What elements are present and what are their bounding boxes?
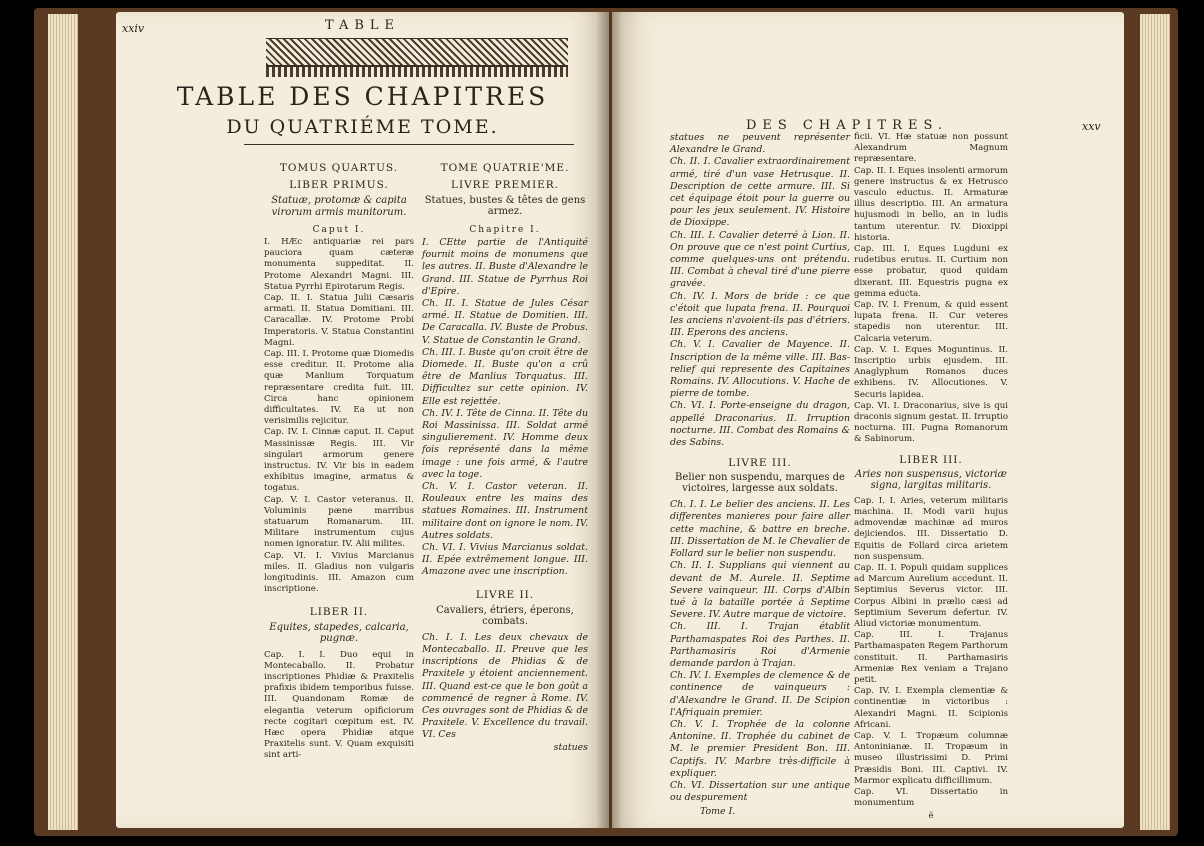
french-entry: Ch. II. I. Cavalier extraordinairement armé, tiré d'un vase Hetrusque. II. Description de cette armure. III. Si cet équipage étoit pour la guerre ou pour les jeux seulement. IV. Histoire de Dioxippe. — [670, 156, 850, 229]
french-entry: Ch. VI. I. Vivius Marcianus soldat. II. Epée extrêmement longue. III. Amazone avec une inscription. — [422, 542, 588, 578]
latin-caput-label: Caput I. — [312, 225, 366, 235]
french-livre-heading: LIVRE PREMIER. — [450, 179, 560, 191]
page-edges-left — [48, 14, 78, 830]
french-livre2-subtitle: Cavaliers, étriers, éperons, combats. — [436, 604, 574, 627]
french-tome-heading: TOME QUATRIE'ME. — [440, 162, 570, 174]
left-page — [116, 12, 609, 828]
french-entry: Ch. III. I. Buste qu'on croit être de Diomede. II. Buste qu'on a crû être de Manlius Torquatus. III. Difficultez sur cette opinion. IV. Elle est rejettée. — [422, 346, 588, 407]
latin-entry: Cap. IV. I. Cinnæ caput. II. Caput Massinissæ Regis. III. Vir singulari armorum genere instructus. IV. Vir bis in eadem exhibitus imagine, armatus & togatus. — [264, 427, 414, 494]
catchword: statues — [553, 741, 588, 753]
french-entry: Ch. I. I. Les deux chevaux de Montecaballo. II. Preuve que les inscriptions de Phidias & de Praxitele y étoient anciennement. III. Quand est-ce que le bon goût a commencé de regner à Rome. IV. Ces ouvrages sont de Phidias & de Praxitele. V. Excellence du travail. VI. Ces — [422, 631, 588, 741]
latin-entry: ficii. VI. Hæ statuæ non possunt Alexandrum Magnum repræsentare. — [854, 132, 1008, 165]
page-number-right: xxv — [1082, 120, 1101, 133]
latin-liber2-heading: LIBER II. — [309, 605, 369, 618]
latin-column — [264, 162, 414, 762]
latin-liber-subtitle: Statuæ, protomæ & capita virorum armis munitorum. — [271, 195, 407, 218]
page-subtitle: DU QUATRIÉME TOME. — [226, 116, 499, 138]
french-livre-subtitle: Statues, bustes & têtes de gens armez. — [424, 195, 586, 217]
french-entry: Ch. II. I. Statue de Jules César armé. II. Statue de Domitien. III. De Caracalla. IV. Buste de Probus. V. Statue de Constantin le Grand. — [422, 298, 588, 346]
latin-entry: Cap. II. I. Statua Julii Cæsaris armati. II. Statua Domitiani. III. Caracallæ. IV. Protome Probi Imperatoris. V. Statua Constantini Magni. — [264, 293, 414, 348]
right-page — [612, 12, 1124, 828]
latin-entry: Cap. III. I. Protome quæ Diomedis esse creditur. II. Protome alia quæ Manlium Torquatum repræsentare credita fuit. III. Circa hanc opinionem difficultates. IV. Ea ut non verisimilis rejicitur. — [264, 349, 414, 427]
french-entry: Ch. VI. I. Porte-enseigne du dragon, appellé Draconarius. II. Irruption nocturne. III. Combat des Romains & des Sabins. — [670, 400, 850, 449]
page-edges-right — [1140, 14, 1170, 830]
latin-entry: I. HÆc antiquariæ rei pars pauciora quam cæteræ monumenta suppeditat. II. Protome Alexandri Magni. III. Statua Pyrrhi Epirotarum Regis. — [264, 237, 414, 292]
latin-entry: Cap. VI. I. Vivius Marcianus miles. II. Gladius non vulgaris longitudinis. III. Amazon cum inscriptione. — [264, 550, 414, 595]
latin-entry: Cap. V. I. Tropæum columnæ Antoninianæ. II. Tropæum in museo illustrissimi D. Primi Præsidis Boni. III. Captivi. IV. Marmor explicatu difficillimum. — [854, 730, 1008, 786]
page-number-left: xxiv — [122, 22, 145, 35]
latin-entry: Cap. I. I. Aries, veterum militaris machina. II. Modi varii hujus admovendæ machinæ ad muros dejiciendos. III. Dissertatio D. Equitis de Follard circa arietem non suspensum. — [854, 495, 1008, 562]
latin-entry: Cap. II. I. Populi quidam supplices ad Marcum Aurelium accedunt. II. Septimius Severus victor. III. Corpus Albini in prælio cæsi ad Septimium Severum defertur. IV. Aliud victoriæ monumentum. — [854, 562, 1008, 629]
latin-entry: Cap. VI. I. Draconarius, sive is qui draconis signum gestat. II. Irruptio nocturna. III. Pugna Romanorum & Sabinorum. — [854, 400, 1008, 445]
headpiece-ornament — [266, 38, 568, 66]
latin-entry: Cap. II. I. Eques insolenti armorum genere instructus & ex Hetrusco vasculo eductus. II. Armaturæ illius descriptio. III. An armatura hujusmodi in bello, an in ludis tantum uterentur. IV. Dioxippi historia. — [854, 165, 1008, 243]
headpiece-border — [266, 66, 568, 77]
french-entry: Ch. IV. I. Exemples de clemence & de continence de vainqueurs : d'Alexandre le Grand. II. De Scipion l'Afriquain premier. — [670, 670, 850, 718]
running-head-left: TABLE — [324, 18, 401, 33]
french-entry: Ch. III. I. Cavalier deterré à Lion. II. On prouve que ce n'est point Curtius, comme quelques-uns ont prétendu. III. Combat à cheval tiré d'une pierre gravée. — [670, 229, 850, 290]
latin-entry: Cap. VI. Dissertatio in monumentum — [854, 786, 1008, 809]
french-entry: I. CEtte partie de l'Antiquité fournit moins de monumens que les autres. II. Buste d'Alexandre le Grand. III. Statue de Pyrrhus Roi d'Epire. — [422, 237, 588, 297]
french-entry: Ch. V. I. Trophée de la colonne Antonine. II. Trophée du cabinet de M. le premier President Bon. III. Captifs. IV. Marbre très-difficile à expliquer. — [670, 718, 850, 779]
french-entry: Ch. V. I. Castor veteran. II. Rouleaux entre les mains des statues Romaines. III. Instrument militaire dont on ignore le nom. IV. Autres soldats. — [422, 481, 588, 541]
right-latin-column — [854, 132, 1008, 823]
page-title: TABLE DES CHAPITRES — [176, 82, 549, 111]
french-entry: Ch. V. I. Cavalier de Mayence. II. Inscription de la même ville. III. Bas-relief qui represente des Capitaines Romains. IV. Allocutions. V. Hache de pierre de tombe. — [670, 339, 850, 400]
french-entry: Ch. II. I. Supplians qui viennent au devant de M. Aurele. II. Septime Severe vainqueur. III. Corps d'Albin tué à la bataille portée à Septime Severe. IV. Autre marque de victoire. — [670, 560, 850, 621]
latin-liber2-subtitle: Equites, stapedes, calcaria, pugnæ. — [269, 621, 409, 644]
french-livre3-subtitle: Belier non suspendu, marques de victoires, largesse aux soldats. — [675, 472, 845, 495]
latin-liber3-heading: LIBER III. — [899, 453, 963, 466]
latin-entry: Cap. V. I. Eques Moguntinus. II. Inscriptio urbis ejusdem. III. Anaglyphum Romanos duces exhibens. IV. Allocutiones. V. Securis lapidea. — [854, 344, 1008, 400]
gutter-shadow — [596, 12, 622, 828]
french-entry: Ch. I. I. Le belier des anciens. II. Les differentes manieres pour faire aller cette machine, & battre en breche. III. Dissertation de M. le Chevalier de Follard sur le belier non suspendu. — [670, 499, 850, 560]
french-entry: Ch. VI. Dissertation sur une antique ou despurement — [670, 779, 850, 804]
footer-tome: Tome I. — [700, 806, 736, 818]
french-column — [422, 162, 588, 754]
french-entry: Ch. IV. I. Mors de bride : ce que c'étoit que lupata frena. II. Pourquoi les anciens n'avoient-ils pas d'étriers. III. Eperons des anciens. — [670, 290, 850, 339]
signature-mark: ẽ — [928, 811, 934, 822]
right-french-column — [670, 132, 850, 819]
french-livre2-heading: LIVRE II. — [475, 588, 535, 601]
french-entry: statues ne peuvent représenter Alexandre le Grand. — [670, 132, 850, 156]
latin-liber3-subtitle: Aries non suspensus, victoriæ signa, largitas militaris. — [855, 468, 1007, 491]
latin-entry: Cap. III. I. Eques Lugduni ex rudetibus erutus. II. Curtium non esse probatur, quod quidam dixerant. III. Equestris pugna ex gemma educta. — [854, 244, 1008, 299]
latin-liber-heading: LIBER PRIMUS. — [289, 179, 389, 191]
french-chapter-label: Chapitre I. — [469, 225, 541, 235]
latin-entry: Cap. I. I. Duo equi in Montecaballo. II. Probatur inscriptiones Phidiæ & Praxitelis prafixis ibidem temporibus fuisse. III. Quandonam Romæ de elegantia veterum opificiorum recte cogitari cœpitum est. IV. Hæc opera Phidiæ atque Praxitelis sunt. V. Quam exquisiti sint arti- — [264, 649, 414, 761]
latin-entry: Cap. V. I. Castor veteranus. II. Voluminis pæne marribus statuarum Romanarum. III. Militare instrumentum cujus nomen ignoratur. IV. Alii milites. — [264, 494, 414, 550]
french-entry: Ch. IV. I. Tête de Cinna. II. Tête du Roi Massinissa. III. Soldat armé singulierement. IV. Homme deux fois représenté dans la même image : une fois armé, & l'autre avec la toge. — [422, 407, 588, 480]
latin-entry: Cap. IV. I. Frenum, & quid essent lupata frena. II. Cur veteres stapedis non uterentur. III. Calcaria veterum. — [854, 300, 1008, 344]
latin-tome-heading: TOMUS QUARTUS. — [279, 162, 399, 174]
latin-entry: Cap. IV. I. Exempla clementiæ & continentiæ in victoribus : Alexandri Magni. II. Scipionis Africani. — [854, 686, 1008, 730]
running-head-right: DES CHAPITRES. — [745, 118, 949, 133]
title-rule — [244, 144, 574, 145]
french-livre3-heading: LIVRE III. — [728, 457, 792, 470]
french-entry: Ch. III. I. Trajan établit Parthamaspates Roi des Parthes. II. Parthamasiris Roi d'Armenie demande pardon à Trajan. — [670, 621, 850, 669]
latin-entry: Cap. III. I. Trajanus Parthamaspaten Regem Parthorum constituit. II. Parthamasiris Armeniæ Rex veniam a Trajano petit. — [854, 630, 1008, 685]
